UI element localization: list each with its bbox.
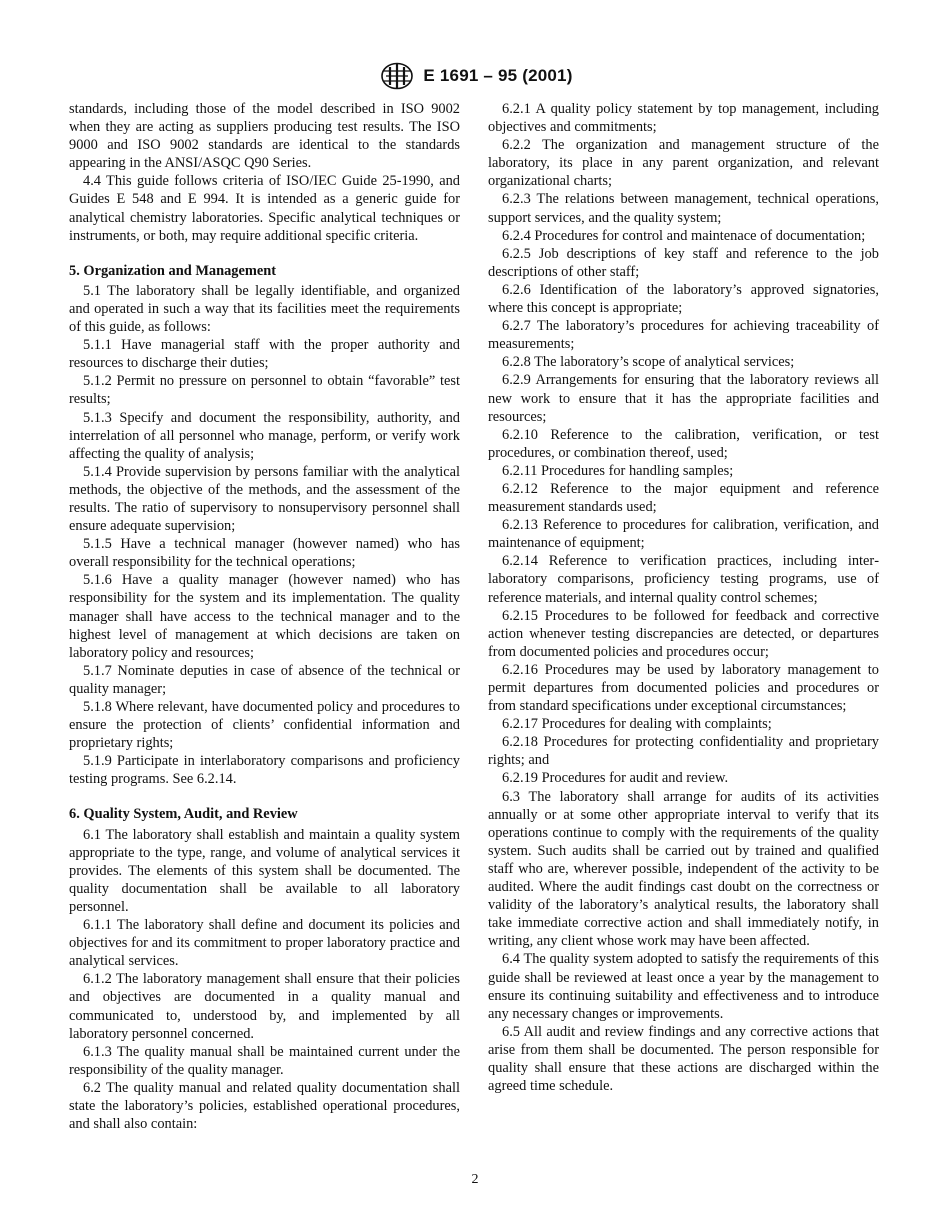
paragraph-6-1-1: 6.1.1 The laboratory shall define and document its policies and objectives for and its commitment to proper laboratory practice and analytical services.: [69, 917, 460, 970]
paragraph-5-1-7: 5.1.7 Nominate deputies in case of absence of the technical or quality manager;: [69, 662, 460, 697]
astm-logo-icon: [377, 62, 417, 90]
paragraph-6-1-2: 6.1.2 The laboratory management shall ensure that their policies and objectives are documented in a quality manual and communicated to, understood by, and implemented by all laboratory personnel concerned.: [69, 971, 460, 1042]
paragraph-6-1: 6.1 The laboratory shall establish and maintain a quality system appropriate to the type, range, and volume of analytical services it provides. The elements of this system shall be documented. The quality documentation shall be available to all laboratory personnel.: [69, 826, 460, 915]
paragraph-6-2-1: 6.2.1 A quality policy statement by top management, including objectives and commitments;: [488, 101, 879, 136]
paragraph-6-2-14: 6.2.14 Reference to verification practices, including interlaboratory comparisons, proficiency testing programs, use of reference materials, and internal quality control schemes;: [488, 553, 879, 606]
paragraph-5-1-8: 5.1.8 Where relevant, have documented policy and procedures to ensure the protection of clients’ confidential information and proprietary rights;: [69, 699, 460, 752]
standard-designation: E 1691 – 95 (2001): [423, 66, 573, 85]
paragraph-6-2-9: 6.2.9 Arrangements for ensuring that the laboratory reviews all new work to ensure that it has the appropriate facilities and resources;: [488, 372, 879, 425]
paragraph-6-2-8: 6.2.8 The laboratory’s scope of analytical services;: [502, 354, 795, 371]
paragraph-5-1-6: 5.1.6 Have a quality manager (however named) who has responsibility for the system and its implementation. The quality manager shall have access to the technical manager and to the highest level of management at which decisions are taken on laboratory policy and resources;: [69, 572, 460, 661]
paragraph-5-1: 5.1 The laboratory shall be legally identifiable, and organized and operated in such a way that its facilities meet the requirements of this guide, as follows:: [69, 282, 460, 336]
paragraph-6-2-3: 6.2.3 The relations between management, technical operations, support services, and the quality system;: [488, 191, 879, 226]
paragraph-4-4: 4.4 This guide follows criteria of ISO/IEC Guide 25-1990, and Guides E 548 and E 994. It is intended as a generic guide for analytical chemistry laboratories. Specific analytical techniques or instruments, or both, may require additional specific criteria.: [69, 173, 460, 244]
right-column: [488, 100, 879, 1095]
paragraph-6-4: 6.4 The quality system adopted to satisfy the requirements of this guide shall be reviewed at least once a year by the management to ensure its continuing suitability and effectiveness and to introduce any necessary changes or improvements.: [488, 951, 879, 1022]
section-heading: 6. Quality System, Audit, and Review: [69, 806, 298, 823]
paragraph-6-2-19: 6.2.19 Procedures for audit and review.: [502, 770, 729, 787]
section-heading: 5. Organization and Management: [69, 262, 277, 279]
paragraph-5-1-5: 5.1.5 Have a technical manager (however named) who has overall responsibility for the technical operations;: [69, 536, 460, 571]
paragraph-5-1-2: 5.1.2 Permit no pressure on personnel to obtain “favorable” test results;: [69, 373, 460, 408]
paragraph-5-1-9: 5.1.9 Participate in interlaboratory comparisons and proficiency testing programs. See 6.2.14.: [69, 753, 460, 788]
paragraph-6-2-18: 6.2.18 Procedures for protecting confidentiality and proprietary rights; and: [488, 734, 879, 769]
paragraph-6-2-7: 6.2.7 The laboratory’s procedures for achieving traceability of measurements;: [488, 318, 879, 353]
paragraph-6-3: 6.3 The laboratory shall arrange for audits of its activities annually or at some other appropriate interval to verify that its operations continue to comply with the requirements of the quality system. Such audits shall be carried out by trained and qualified staff who are, wherever possible, independent of the activity to be audited. Where the audit findings cast doubt on the correctness or validity of the laboratory’s analytical results, the laboratory shall take immediate corrective action and shall immediately notify, in writing, any client whose work may have been affected.: [488, 788, 879, 950]
paragraph-6-2-11: 6.2.11 Procedures for handling samples;: [502, 462, 734, 479]
paragraph-6-2-13: 6.2.13 Reference to procedures for calibration, verification, and maintenance of equipment;: [488, 517, 879, 552]
paragraph-6-2-15: 6.2.15 Procedures to be followed for feedback and corrective action whenever testing discrepancies are detected, or departures from documented policies and procedures occur;: [488, 607, 879, 660]
paragraph-5-1-1: 5.1.1 Have managerial staff with the proper authority and resources to discharge their duties;: [69, 337, 460, 372]
paragraph-6-2: 6.2 The quality manual and related quality documentation shall state the laboratory’s policies, established operational procedures, and shall also contain:: [69, 1079, 460, 1133]
paragraph-6-2-12: 6.2.12 Reference to the major equipment and reference measurement standards used;: [488, 480, 879, 516]
paragraph-5-1-4: 5.1.4 Provide supervision by persons familiar with the analytical methods, the objective of the methods, and the assessment of the results. The ratio of supervisory to nonsupervisory personnel shall ensure adequate supervision;: [69, 463, 460, 535]
paragraph-6-2-16: 6.2.16 Procedures may be used by laboratory management to permit departures from documented policies and procedures or from standard specifications under exceptional circumstances;: [488, 661, 879, 715]
paragraph-6-1-3: 6.1.3 The quality manual shall be maintained current under the responsibility of the quality manager.: [69, 1043, 460, 1078]
page-number: 2: [471, 1172, 479, 1187]
paragraph-5-1-3: 5.1.3 Specify and document the responsibility, authority, and interrelation of all personnel who manage, perform, or verify work affecting the quality of analysis;: [69, 409, 460, 462]
left-column: [69, 100, 460, 1133]
paragraph-6-5: 6.5 All audit and review findings and any corrective actions that arise from them shall be documented. The person responsible for quality shall ensure that these actions are discharged within the agreed time schedule.: [488, 1023, 879, 1095]
paragraph-6-2-6: 6.2.6 Identification of the laboratory’s approved signatories, where this concept is appropriate;: [488, 281, 879, 317]
page-header: [0, 62, 950, 90]
paragraph-6-2-2: 6.2.2 The organization and management structure of the laboratory, its place in any parent organization, and relevant organizational charts;: [488, 137, 879, 190]
paragraph-6-2-5: 6.2.5 Job descriptions of key staff and reference to the job descriptions of other staff;: [488, 245, 879, 280]
paragraph-6-2-17: 6.2.17 Procedures for dealing with complaints;: [502, 716, 772, 733]
paragraph-6-2-4: 6.2.4 Procedures for control and maintenace of documentation;: [502, 227, 866, 244]
paragraph-6-2-10: 6.2.10 Reference to the calibration, verification, or test procedures, or combination thereof, used;: [488, 426, 879, 461]
paragraph-cont-1: standards, including those of the model described in ISO 9002 when they are acting as suppliers producing test results. The ISO 9000 and ISO 9002 standards are identical to the standards appearing in the ANSI/ASQC Q90 Series.: [69, 101, 460, 172]
